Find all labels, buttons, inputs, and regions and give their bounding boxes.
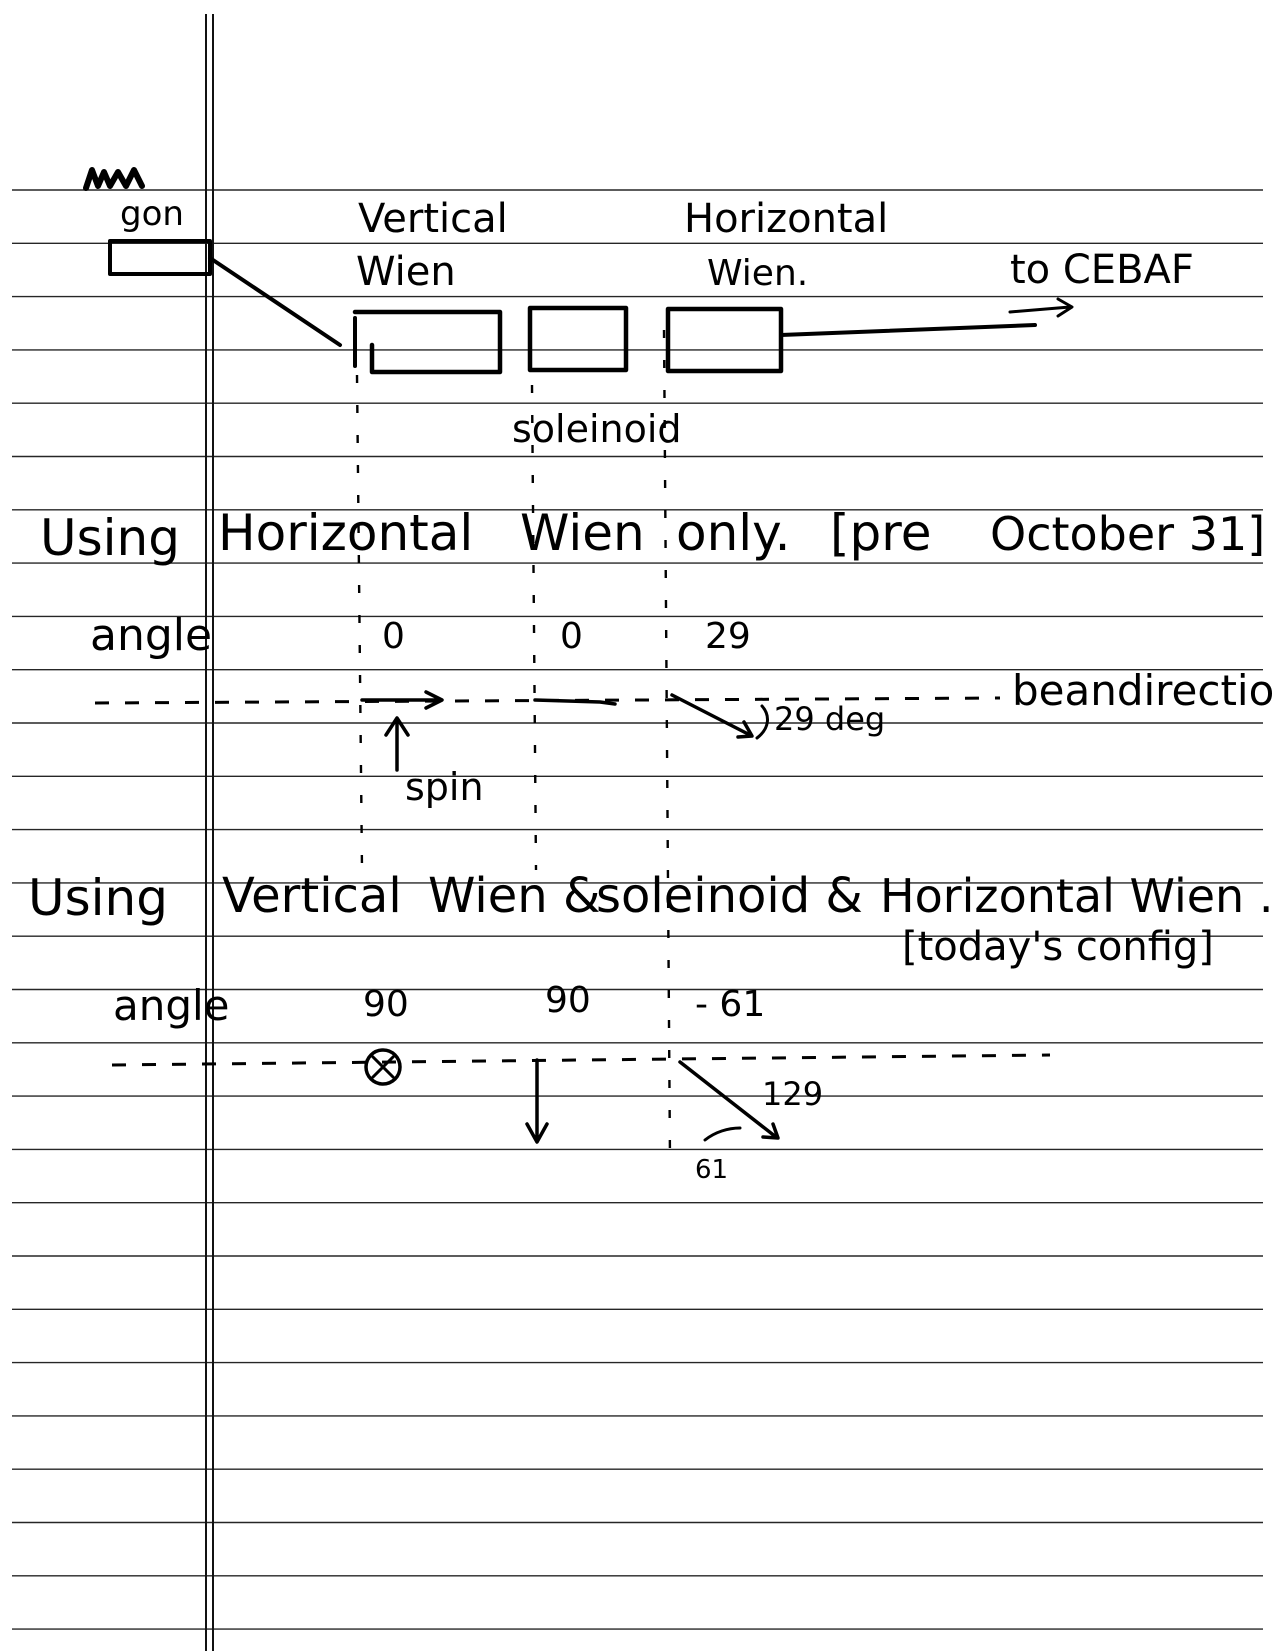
spin-indicator-arrow	[386, 718, 408, 770]
vertical-wien-label: Vertical	[358, 196, 508, 242]
angle-value: 0	[382, 616, 405, 657]
vertical-guide-line	[357, 375, 362, 870]
spin-arrow	[535, 700, 615, 704]
section2-heading: soleinoid &	[596, 868, 863, 924]
angle-label: angle	[113, 981, 230, 1030]
section2-heading: Horizontal Wien .	[880, 869, 1274, 923]
beam-direction-label: beandirectio	[1012, 666, 1275, 715]
section1-heading: Wien	[520, 504, 645, 562]
rotation-arc	[705, 1128, 740, 1140]
angle-value: 29	[705, 616, 751, 657]
spin-label: spin	[405, 765, 484, 809]
output-beamline	[781, 325, 1035, 335]
spin-arrow	[672, 695, 752, 737]
solenoid-label: soleinoid	[512, 407, 682, 451]
horizontal-wien-label: Wien.	[707, 253, 809, 294]
config-note: [today's config]	[902, 924, 1214, 970]
spin-arrow	[362, 692, 442, 708]
angle-label: angle	[90, 610, 213, 661]
vertical-guide-line	[532, 385, 536, 870]
vertical-guide-line	[664, 330, 670, 1160]
solenoid-box	[530, 308, 626, 370]
rotation-label: 129	[762, 1075, 824, 1113]
section1-heading: October 31]	[990, 507, 1266, 561]
beam-direction-line	[112, 1055, 1050, 1065]
angle-value: 0	[560, 616, 583, 657]
gun-label: gon	[120, 194, 184, 234]
section1-heading: Horizontal	[218, 504, 474, 562]
small-angle-label: 61	[695, 1155, 729, 1185]
section1-heading: [pre	[830, 504, 932, 562]
destination-label: to CEBAF	[1010, 247, 1194, 293]
section1-heading: Using	[40, 509, 180, 567]
rotation-label: 29 deg	[774, 700, 886, 738]
horizontal-wien-box	[668, 309, 781, 371]
angle-value: 90	[545, 980, 591, 1021]
section1-heading: only.	[676, 504, 791, 562]
section2-heading: Using	[28, 869, 168, 927]
section2-heading: Vertical	[222, 868, 402, 924]
section2-heading: Wien &	[428, 868, 601, 924]
spin-into-page-icon	[373, 1057, 393, 1077]
vertical-wien-box	[355, 312, 500, 372]
angle-value: - 61	[695, 984, 766, 1025]
spin-down-arrow	[527, 1060, 547, 1142]
gun-box	[110, 241, 210, 274]
scribble-mark	[86, 170, 142, 188]
angle-value: 90	[363, 984, 409, 1025]
vertical-wien-label: Wien	[356, 249, 456, 295]
horizontal-wien-label: Horizontal	[684, 196, 889, 242]
rotation-arc	[757, 706, 767, 738]
destination-arrow	[1010, 299, 1072, 316]
gun-beamline	[210, 258, 340, 345]
